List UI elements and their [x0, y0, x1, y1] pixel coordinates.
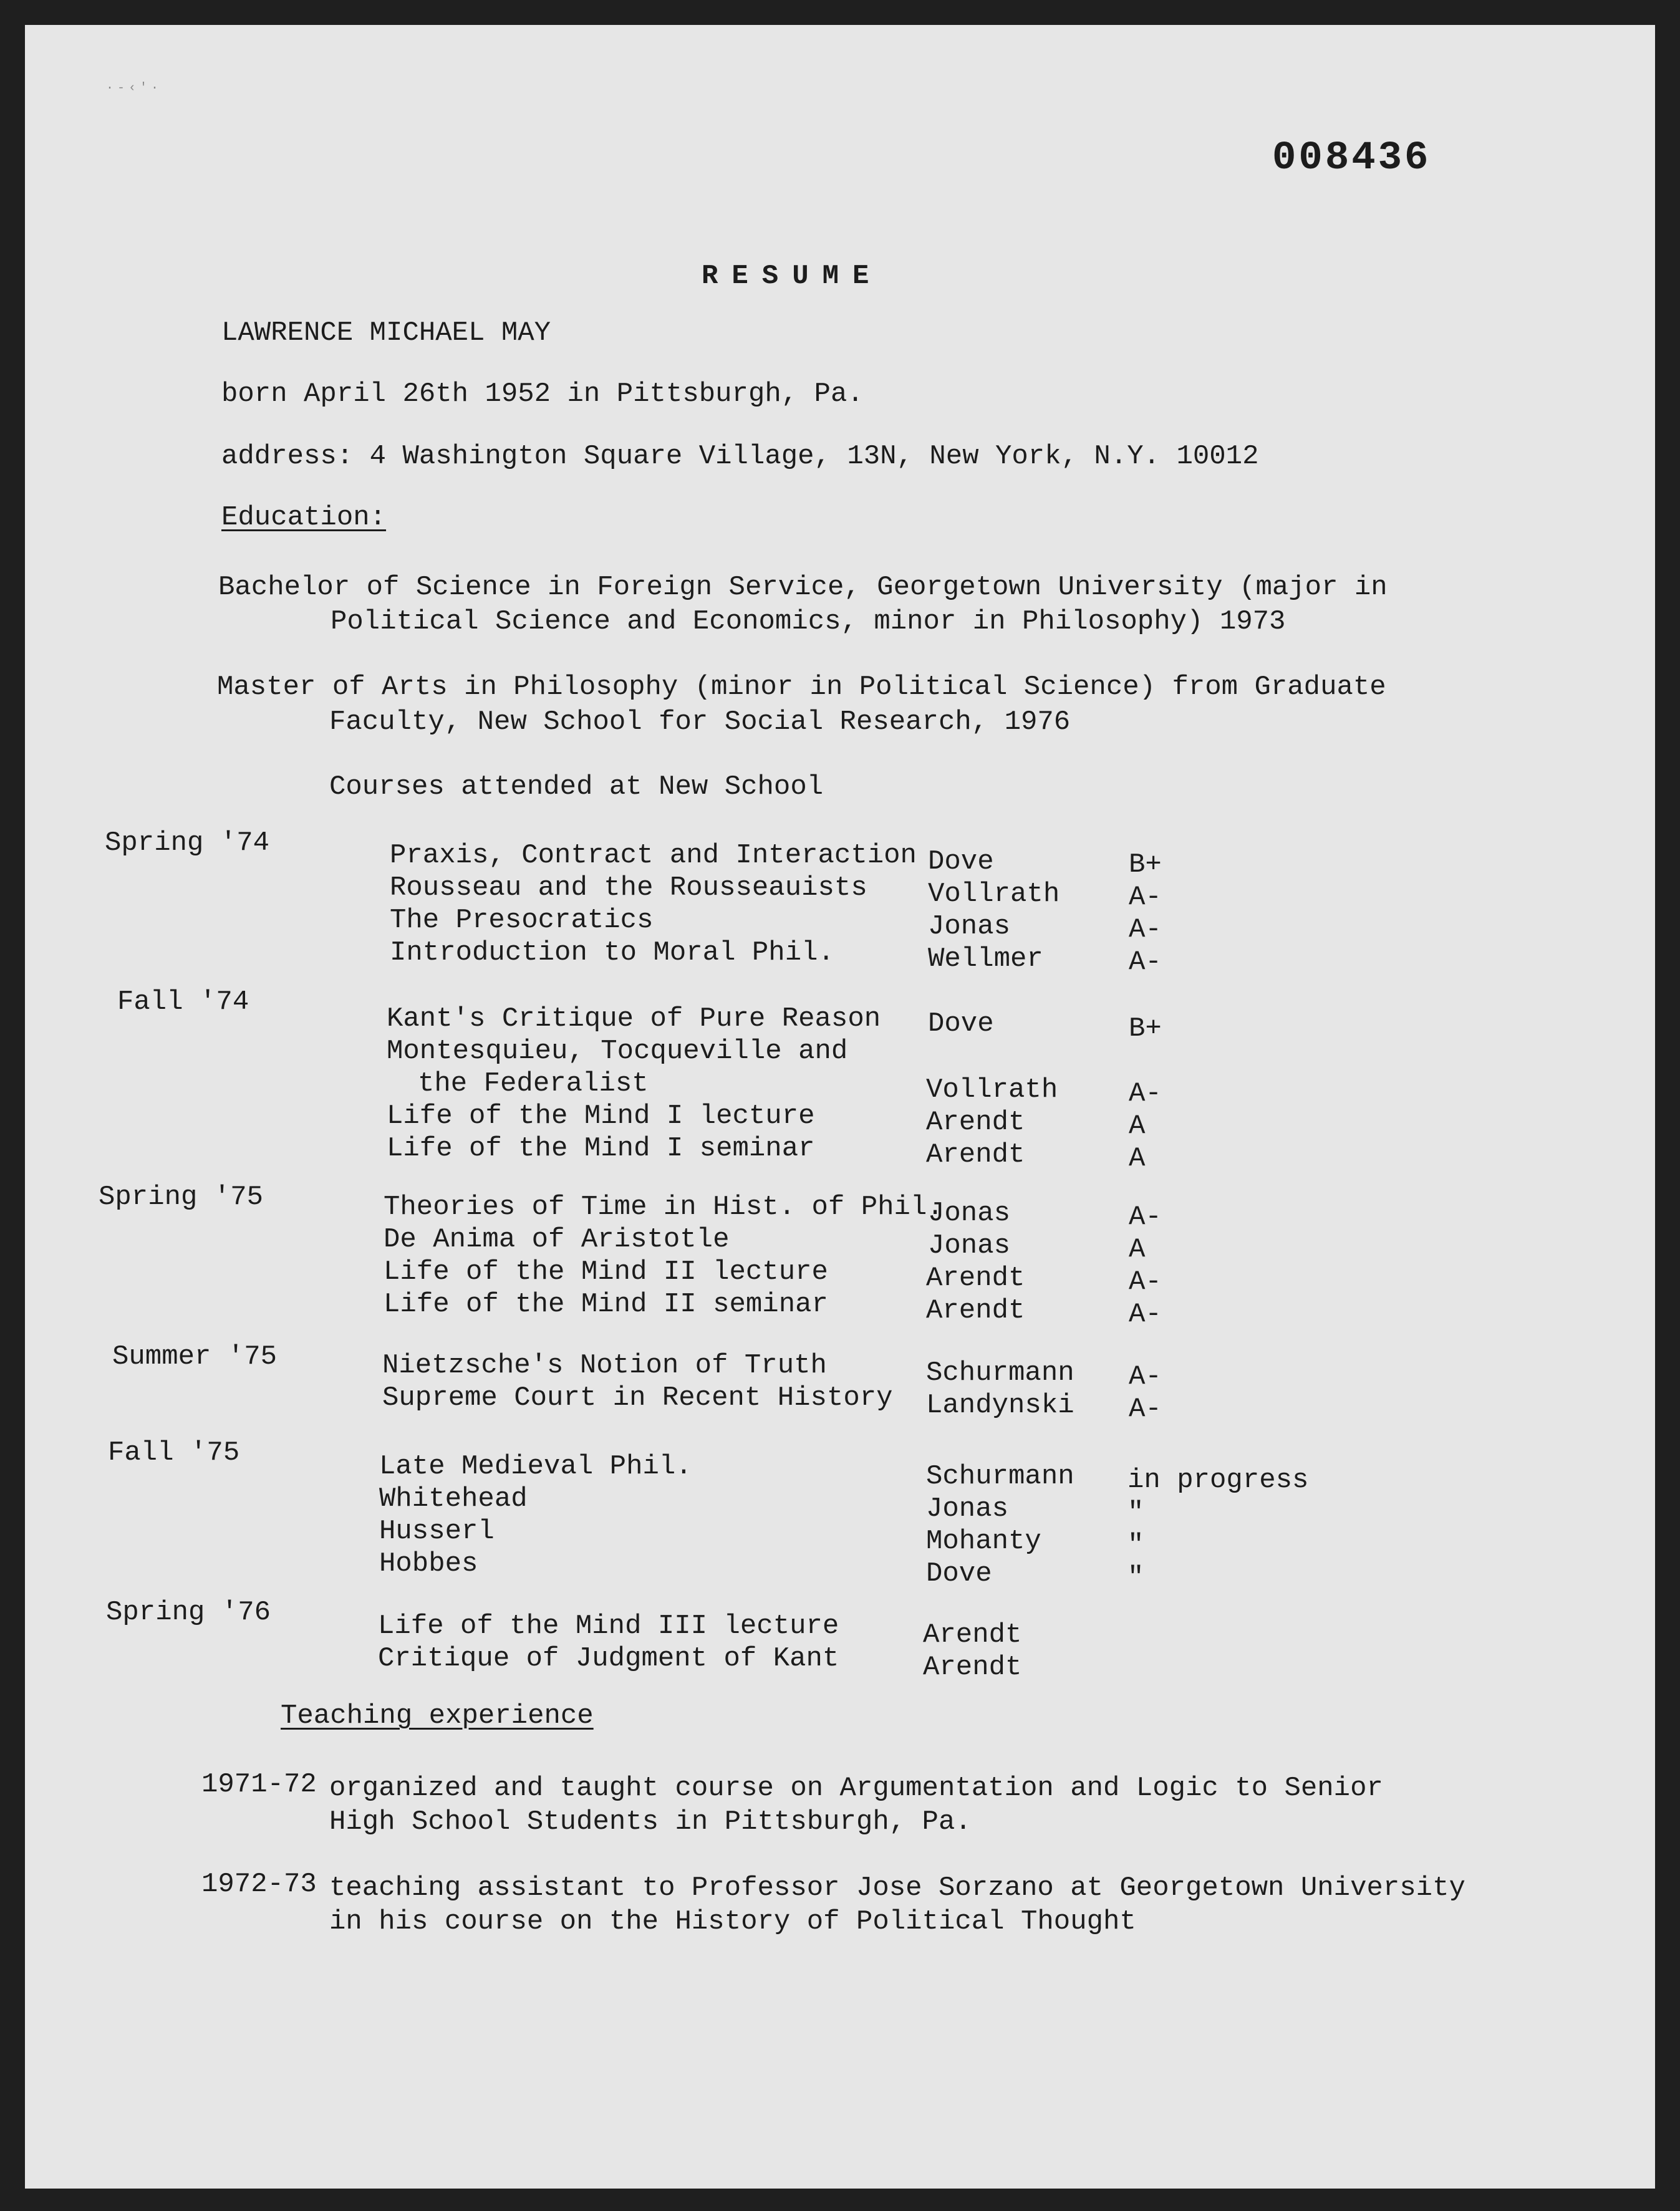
course-grade: in progress	[1127, 1465, 1309, 1496]
course-grade: A-	[1129, 947, 1162, 978]
course-grade: "	[1127, 1497, 1144, 1528]
course-title: Theories of Time in Hist. of Phil.	[384, 1192, 944, 1223]
course-grade: A	[1129, 1143, 1146, 1174]
term-label: Spring '76	[106, 1597, 271, 1628]
course-title: Late Medieval Phil.	[379, 1451, 692, 1482]
term-label: Summer '75	[112, 1341, 278, 1372]
course-instructor: Arendt	[923, 1652, 1022, 1683]
course-instructor: Arendt	[926, 1263, 1025, 1294]
course-title-continued: the Federalist	[418, 1068, 649, 1099]
course-title: Life of the Mind I lecture	[387, 1101, 815, 1132]
course-instructor: Jonas	[928, 911, 1011, 942]
address: address: 4 Washington Square Village, 13N, New York, N.Y. 10012	[221, 441, 1259, 472]
course-title: Kant's Critique of Pure Reason	[387, 1003, 881, 1034]
term-label: Fall '75	[108, 1437, 240, 1468]
course-instructor: Jonas	[928, 1198, 1011, 1229]
education-heading: Education:	[221, 502, 387, 533]
teaching-years: 1971-72	[201, 1769, 317, 1800]
course-instructor: Wellmer	[928, 943, 1043, 975]
course-grade: "	[1127, 1529, 1144, 1561]
course-grade: A	[1129, 1110, 1146, 1142]
course-instructor: Mohanty	[926, 1526, 1041, 1557]
course-instructor: Dove	[926, 1558, 992, 1589]
course-title: De Anima of Aristotle	[384, 1224, 730, 1255]
course-title: Critique of Judgment of Kant	[378, 1643, 839, 1674]
page-title: RESUME	[702, 261, 883, 292]
term-label: Fall '74	[117, 986, 249, 1018]
teaching-line: organized and taught course on Argumentation and Logic to Senior	[329, 1773, 1383, 1804]
teaching-years: 1972-73	[201, 1869, 317, 1900]
course-title: Life of the Mind II lecture	[384, 1256, 828, 1288]
term-label: Spring '75	[99, 1182, 264, 1213]
course-instructor: Jonas	[928, 1230, 1011, 1261]
degree-line: Master of Arts in Philosophy (minor in Political Science) from Graduate	[217, 672, 1386, 703]
corner-marks: ·-‹'·	[106, 81, 163, 95]
course-instructor: Vollrath	[928, 879, 1060, 910]
course-title: Life of the Mind III lecture	[378, 1611, 839, 1642]
course-instructor: Dove	[928, 1008, 994, 1039]
course-title: Rousseau and the Rousseauists	[390, 872, 867, 903]
teaching-line: High School Students in Pittsburgh, Pa.	[329, 1806, 972, 1838]
course-grade: A-	[1129, 1266, 1162, 1298]
degree-line: Political Science and Economics, minor in Philosophy) 1973	[331, 606, 1286, 637]
course-title: Life of the Mind I seminar	[387, 1133, 815, 1164]
course-title: Introduction to Moral Phil.	[390, 937, 834, 968]
course-instructor: Jonas	[926, 1493, 1009, 1525]
degree-line: Faculty, New School for Social Research, 1976	[329, 706, 1071, 738]
course-title: Hobbes	[379, 1548, 478, 1579]
course-title: Montesquieu, Tocqueville and	[387, 1036, 848, 1067]
course-grade: A-	[1129, 1202, 1162, 1233]
course-instructor: Schurmann	[926, 1461, 1074, 1492]
course-instructor: Schurmann	[926, 1357, 1074, 1389]
course-grade: A-	[1129, 882, 1162, 913]
courses-heading: Courses attended at New School	[329, 771, 824, 802]
course-instructor: Arendt	[926, 1139, 1025, 1170]
course-title: Supreme Court in Recent History	[382, 1382, 893, 1414]
course-title: Life of the Mind II seminar	[384, 1289, 828, 1320]
course-grade: "	[1127, 1562, 1144, 1593]
teaching-line: teaching assistant to Professor Jose Sorzano at Georgetown University	[329, 1872, 1465, 1904]
course-instructor: Arendt	[923, 1619, 1022, 1650]
course-instructor: Landynski	[926, 1390, 1074, 1421]
course-instructor: Arendt	[926, 1295, 1025, 1326]
course-grade: A-	[1129, 914, 1162, 945]
birth-info: born April 26th 1952 in Pittsburgh, Pa.	[221, 378, 864, 410]
course-grade: B+	[1129, 1013, 1162, 1044]
course-title: The Presocratics	[390, 905, 654, 936]
course-title: Whitehead	[379, 1483, 528, 1515]
course-instructor: Vollrath	[926, 1074, 1058, 1106]
course-grade: A-	[1129, 1361, 1162, 1392]
course-title: Nietzsche's Notion of Truth	[382, 1350, 827, 1381]
course-grade: A-	[1129, 1394, 1162, 1425]
teaching-line: in his course on the History of Political Thought	[329, 1906, 1136, 1937]
course-title: Husserl	[379, 1516, 495, 1547]
course-grade: B+	[1129, 849, 1162, 880]
applicant-name: LAWRENCE MICHAEL MAY	[221, 317, 551, 349]
course-grade: A-	[1129, 1299, 1162, 1330]
degree-line: Bachelor of Science in Foreign Service, Georgetown University (major in	[218, 572, 1388, 603]
course-instructor: Arendt	[926, 1107, 1025, 1138]
term-label: Spring '74	[105, 827, 270, 859]
teaching-heading: Teaching experience	[281, 1700, 594, 1732]
course-grade: A	[1129, 1234, 1146, 1265]
document-page	[25, 25, 1655, 2189]
document-number: 008436	[1272, 136, 1431, 181]
course-instructor: Dove	[928, 846, 994, 877]
course-title: Praxis, Contract and Interaction	[390, 840, 917, 871]
course-grade: A-	[1129, 1078, 1162, 1109]
